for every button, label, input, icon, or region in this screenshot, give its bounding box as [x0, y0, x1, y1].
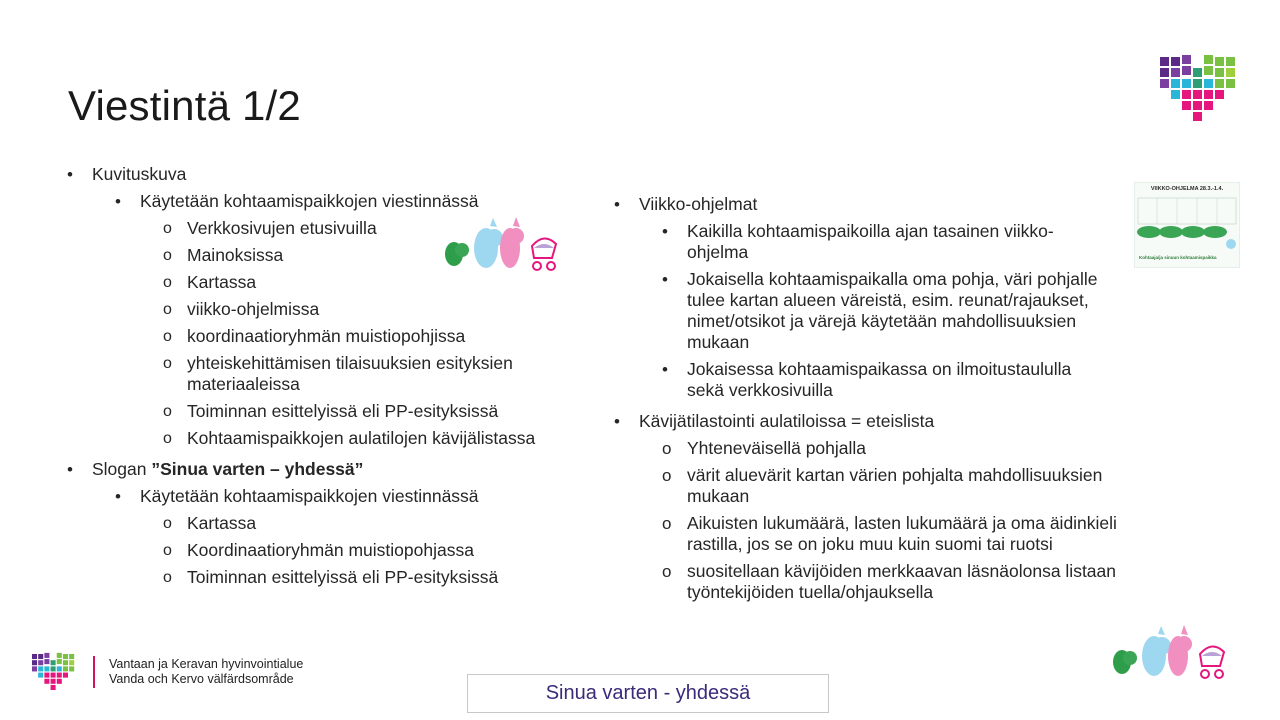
bullet-circle: o: [163, 355, 172, 372]
squirrel-mascot-illustration: [440, 214, 562, 274]
list-item: [66, 567, 586, 588]
slogan-quote: ”Sinua varten – yhdessä”: [151, 459, 364, 479]
bullet-circle: o: [163, 569, 172, 586]
thumbnail-heading: VIIKKO-OHJELMA 28.3.-1.4.: [1150, 186, 1224, 192]
right-column: [613, 194, 1133, 609]
bullet-circle: o: [662, 562, 672, 581]
kavija-item: Aikuisten lukumäärä, lasten lukumäärä ja oma äidinkieli rastilla, jos se on joku muu kuin suomi tai ruotsi: [687, 513, 1117, 554]
slide-title: Viestintä 1/2: [68, 82, 301, 129]
footer-slogan: Sinua varten - yhdessä: [545, 682, 751, 704]
footer-divider: [93, 656, 95, 688]
bullet-circle: o: [163, 247, 172, 264]
thumbnail-grid-graphic: [1135, 192, 1239, 254]
list-item: [613, 221, 1107, 263]
thumbnail-footer: Kohtaaja/ja sinuun kohtaamispaikka: [1139, 255, 1217, 260]
bullet-circle: o: [163, 430, 172, 447]
viikko-label: Viikko-ohjelmat: [639, 194, 758, 214]
bullet-circle: o: [662, 439, 672, 458]
kuvitus-item: Kartassa: [187, 272, 257, 292]
bullet-disc: •: [662, 270, 668, 289]
bullet-disc: •: [67, 460, 73, 479]
kavija-item: Yhteneväisellä pohjalla: [687, 438, 867, 458]
heart-logo-icon: [1160, 55, 1240, 123]
list-item: [613, 465, 1107, 507]
kuvitus-item: Toiminnan esittelyissä eli PP-esityksissä: [187, 401, 499, 421]
list-item: [66, 486, 586, 507]
bullet-circle: o: [163, 274, 172, 291]
kuvitus-item: yhteiskehittämisen tilaisuuksien esityksien materiaaleissa: [187, 353, 513, 394]
list-item: [613, 194, 1133, 215]
footer-org-fi: Vantaan ja Keravan hyvinvointialue: [109, 657, 304, 671]
bullet-circle: o: [163, 301, 172, 318]
slogan-item: Toiminnan esittelyissä eli PP-esityksissä: [187, 567, 499, 587]
bullet-disc: •: [614, 195, 620, 214]
kavija-label: Kävijätilastointi aulatiloissa = eteislista: [639, 411, 935, 431]
viikko-item: Jokaisessa kohtaamispaikassa on ilmoitustaululla sekä verkkosivuilla: [687, 359, 1072, 400]
list-item: [66, 428, 586, 449]
footer-org-sv: Vanda och Kervo välfärdsområde: [109, 672, 294, 686]
list-item: [66, 191, 586, 212]
list-item: [613, 359, 1107, 401]
bullet-circle: o: [662, 466, 672, 485]
list-item: [66, 540, 586, 561]
kuvitus-item: Verkkosivujen etusivuilla: [187, 218, 377, 238]
bullet-circle: o: [163, 515, 172, 532]
bullet-disc: •: [662, 222, 668, 241]
list-item: [66, 401, 586, 422]
bullet-circle: o: [163, 542, 172, 559]
slogan-item: Kartassa: [187, 513, 257, 533]
list-item: [66, 513, 586, 534]
list-item: [66, 326, 586, 347]
slogan-prefix: Slogan: [92, 459, 152, 479]
footer-slogan-box: [467, 674, 829, 713]
bullet-circle: o: [163, 328, 172, 345]
kavija-item: värit aluevärit kartan värien pohjalta mahdollisuuksien mukaan: [687, 465, 1103, 506]
slogan-item: Koordinaatioryhmän muistiopohjassa: [187, 540, 474, 560]
list-item: [613, 561, 1127, 603]
weekly-program-thumbnail: [1134, 182, 1240, 268]
bullet-disc: •: [115, 487, 121, 506]
list-item: [613, 513, 1147, 555]
kavija-item: suositellaan kävijöiden merkkaavan läsnäolonsa listaan työntekijöiden tuella/ohjauksella: [687, 561, 1117, 602]
list-item: [66, 272, 586, 293]
viikko-item: Kaikilla kohtaamispaikoilla ajan tasainen viikko-ohjelma: [687, 221, 1054, 262]
list-item: [66, 459, 586, 480]
bullet-circle: o: [163, 220, 172, 237]
kuvitus-sub: Käytetään kohtaamispaikkojen viestinnässä: [140, 191, 479, 211]
footer-org-name: [109, 657, 303, 687]
kuvitus-item: koordinaatioryhmän muistiopohjissa: [187, 326, 466, 346]
list-item: [66, 353, 547, 395]
list-item: [613, 438, 1137, 459]
kuvitus-item: Mainoksissa: [187, 245, 284, 265]
kuvitus-item: viikko-ohjelmissa: [187, 299, 320, 319]
footer-heart-logo-icon: [32, 652, 77, 692]
squirrel-mascot-illustration-bottom: [1108, 622, 1230, 682]
bullet-circle: o: [163, 403, 172, 420]
list-item: [66, 299, 586, 320]
bullet-disc: •: [614, 412, 620, 431]
bullet-circle: o: [662, 514, 672, 533]
kuvitus-item: Kohtaamispaikkojen aulatilojen kävijälistassa: [187, 428, 536, 448]
bullet-disc: •: [662, 360, 668, 379]
slogan-sub: Käytetään kohtaamispaikkojen viestinnässä: [140, 486, 479, 506]
bullet-disc: •: [67, 165, 73, 184]
list-item: [613, 269, 1107, 353]
list-item: [613, 411, 1133, 432]
kuvitus-label: Kuvituskuva: [92, 164, 187, 184]
list-item: [66, 164, 586, 185]
viikko-item: Jokaisella kohtaamispaikalla oma pohja, väri pohjalle tulee kartan alueen väreistä, esim. reunat/rajaukset, nimet/otsikot ja värejä käytetään mahdollisuuksien mukaan: [687, 269, 1098, 352]
bullet-disc: •: [115, 192, 121, 211]
